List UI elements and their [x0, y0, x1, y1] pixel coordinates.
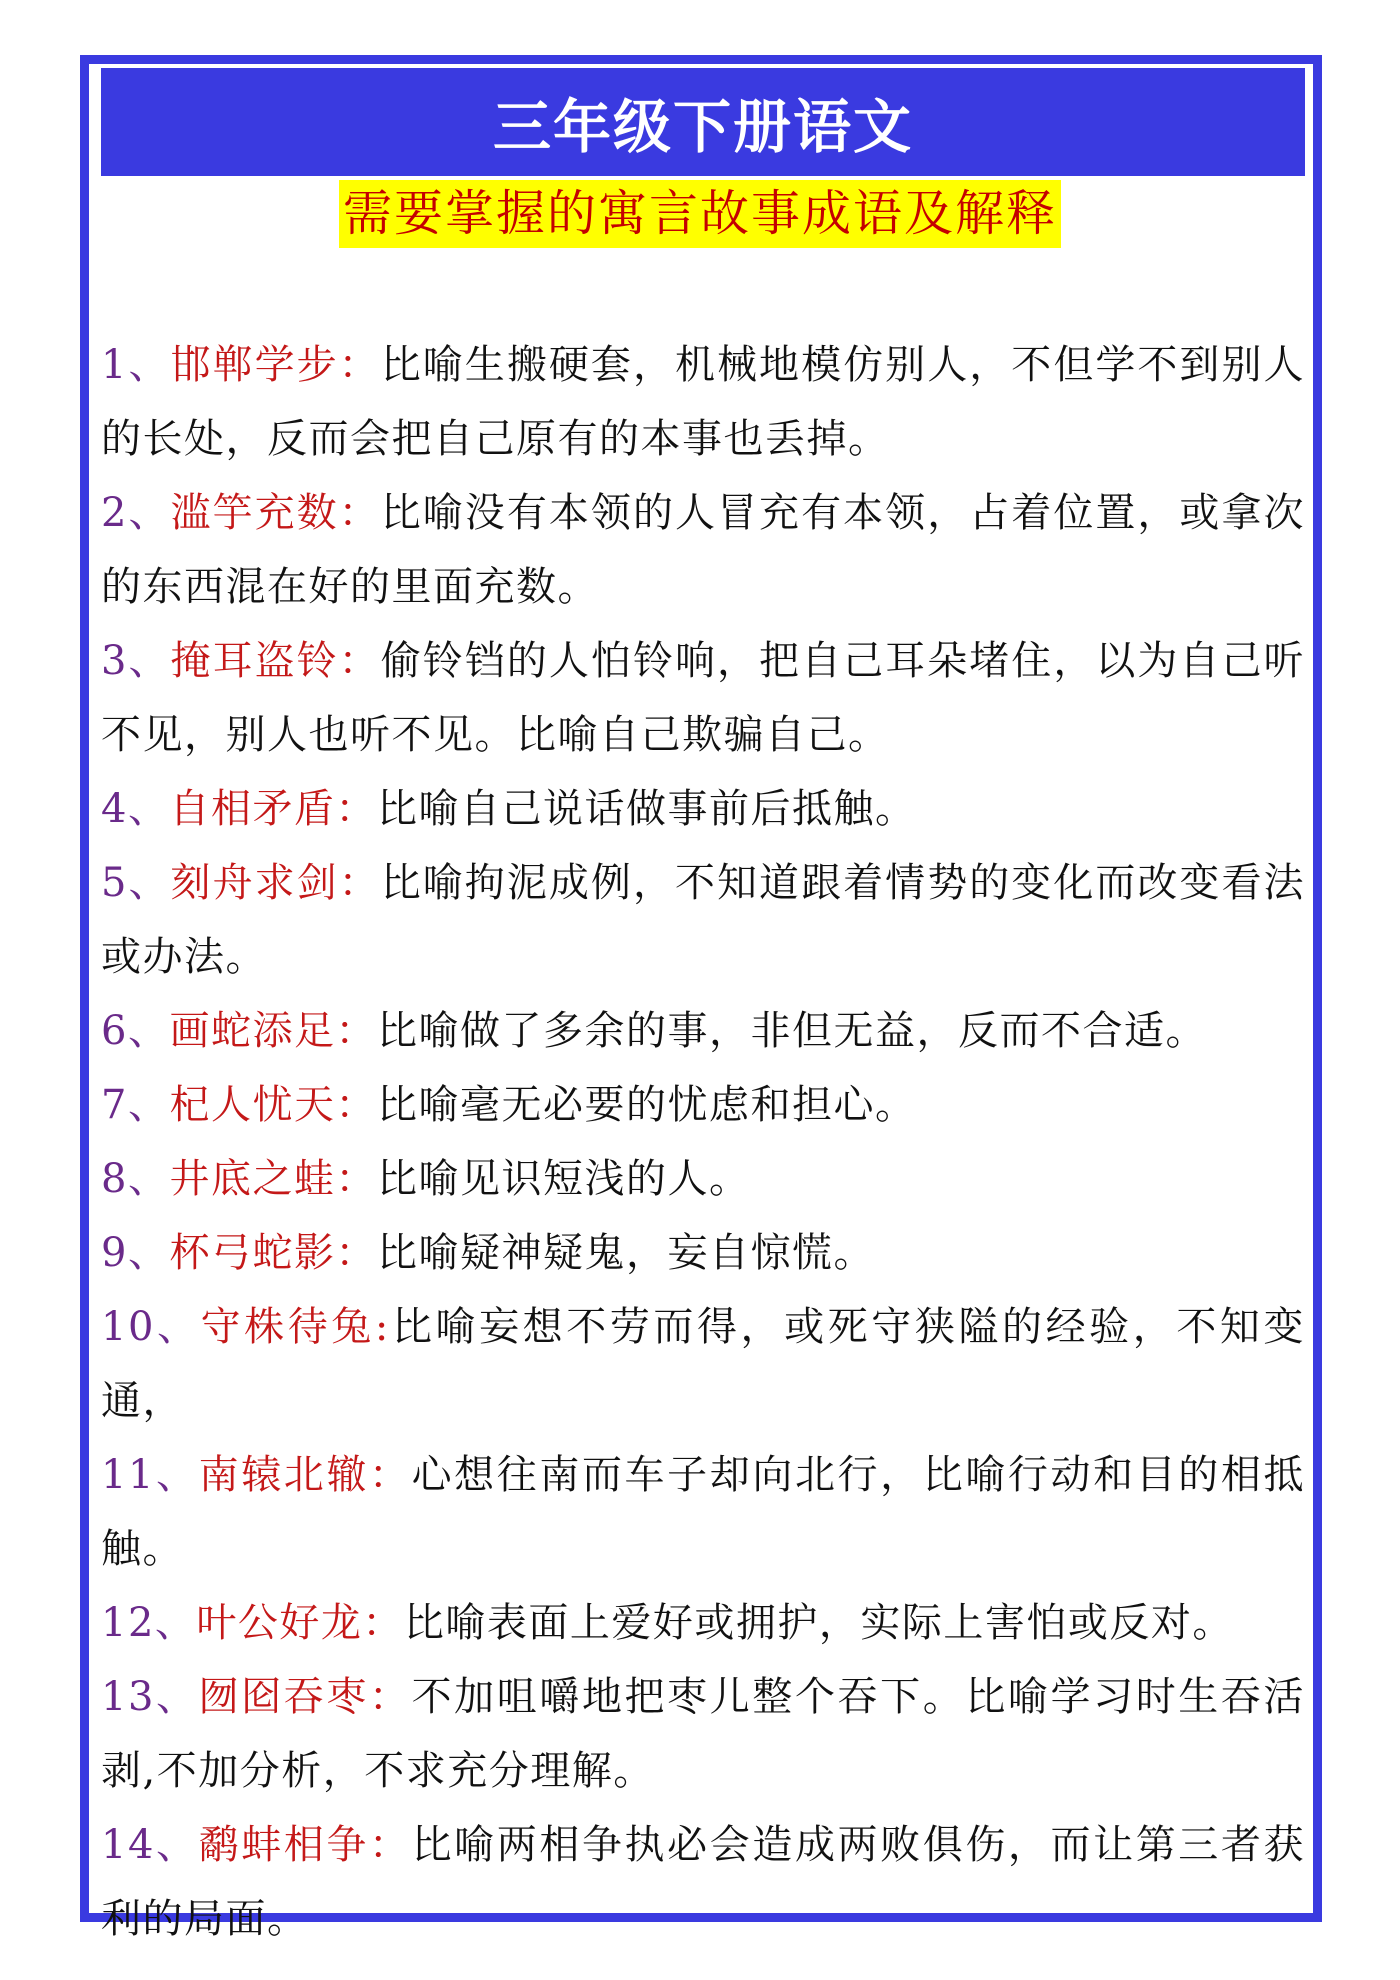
idiom-item [101, 1068, 1305, 1142]
idiom-explanation: 比喻做了多余的事，非但无益，反而不合适。 [376, 1008, 1207, 1054]
idiom-term: 南辕北辙： [198, 1452, 412, 1498]
item-number: 2、 [101, 490, 171, 536]
idiom-item [101, 846, 1305, 994]
idiom-term: 画蛇添足： [169, 1008, 377, 1054]
idiom-term: 杯弓蛇影： [169, 1230, 377, 1276]
page-title: 三年级下册语文 [492, 93, 913, 161]
idiom-term: 刻舟求剑： [170, 860, 381, 906]
idiom-explanation: 不加咀嚼地把枣儿整个吞下。比喻学习时生吞活剥,不加分析，不求充分理解。 [101, 1674, 1305, 1794]
item-number: 9、 [101, 1230, 170, 1276]
item-number: 12、 [101, 1600, 197, 1646]
idiom-explanation: 比喻疑神疑鬼，妄自惊慌。 [376, 1230, 875, 1276]
idiom-item [101, 624, 1305, 772]
idiom-item [101, 1438, 1305, 1586]
idiom-explanation: 比喻拘泥成例，不知道跟着情势的变化而改变看法或办法。 [101, 860, 1306, 980]
idiom-term: 囫囵吞枣： [198, 1674, 412, 1720]
idiom-term: 守株待兔: [200, 1304, 390, 1350]
idiom-term: 掩耳盗铃： [170, 638, 381, 684]
idiom-item [101, 1142, 1305, 1216]
idiom-list [101, 328, 1305, 1956]
idiom-explanation: 比喻表面上爱好或拥护，实际上害怕或反对。 [403, 1600, 1234, 1646]
idiom-item [101, 1808, 1305, 1956]
idiom-item [101, 1586, 1305, 1660]
idiom-term: 滥竽充数： [170, 490, 381, 536]
idiom-term: 井底之蛙： [169, 1156, 377, 1202]
idiom-item [101, 328, 1305, 476]
idiom-item [101, 772, 1305, 846]
item-number: 14、 [101, 1822, 199, 1868]
idiom-explanation: 比喻生搬硬套，机械地模仿别人，不但学不到别人的长处，反而会把自己原有的本事也丢掉。 [101, 342, 1306, 462]
item-number: 7、 [101, 1082, 170, 1128]
idiom-explanation: 比喻自己说话做事前后抵触。 [376, 786, 917, 832]
idiom-explanation: 比喻没有本领的人冒充有本领，占着位置，或拿次的东西混在好的里面充数。 [101, 490, 1306, 610]
idiom-item [101, 1660, 1305, 1808]
idiom-term: 邯郸学步： [170, 342, 381, 388]
item-number: 10、 [101, 1304, 201, 1350]
item-number: 1、 [101, 342, 171, 388]
subtitle-row [0, 180, 1400, 248]
title-banner [101, 68, 1305, 176]
idiom-explanation: 比喻见识短浅的人。 [376, 1156, 751, 1202]
idiom-explanation: 比喻妄想不劳而得，或死守狭隘的经验，不知变通， [101, 1304, 1305, 1424]
item-number: 11、 [101, 1452, 199, 1498]
idiom-term: 叶公好龙： [196, 1600, 404, 1646]
idiom-explanation: 比喻两相争执必会造成两败俱伤，而让第三者获利的局面。 [101, 1822, 1305, 1942]
idiom-item [101, 994, 1305, 1068]
idiom-item [101, 1290, 1305, 1438]
item-number: 4、 [101, 786, 170, 832]
item-number: 8、 [101, 1156, 170, 1202]
idiom-explanation: 比喻毫无必要的忧虑和担心。 [376, 1082, 917, 1128]
item-number: 6、 [101, 1008, 170, 1054]
idiom-term: 自相矛盾： [169, 786, 377, 832]
idiom-term: 杞人忧天： [169, 1082, 377, 1128]
item-number: 3、 [101, 638, 171, 684]
idiom-explanation: 心想往南而车子却向北行，比喻行动和目的相抵触。 [101, 1452, 1305, 1572]
idiom-item [101, 476, 1305, 624]
item-number: 13、 [101, 1674, 199, 1720]
idiom-term: 鹬蚌相争： [198, 1822, 412, 1868]
item-number: 5、 [101, 860, 171, 906]
idiom-item [101, 1216, 1305, 1290]
idiom-explanation: 偷铃铛的人怕铃响，把自己耳朵堵住，以为自己听不见，别人也听不见。比喻自己欺骗自己。 [101, 638, 1306, 758]
page-subtitle: 需要掌握的寓言故事成语及解释 [339, 180, 1061, 248]
